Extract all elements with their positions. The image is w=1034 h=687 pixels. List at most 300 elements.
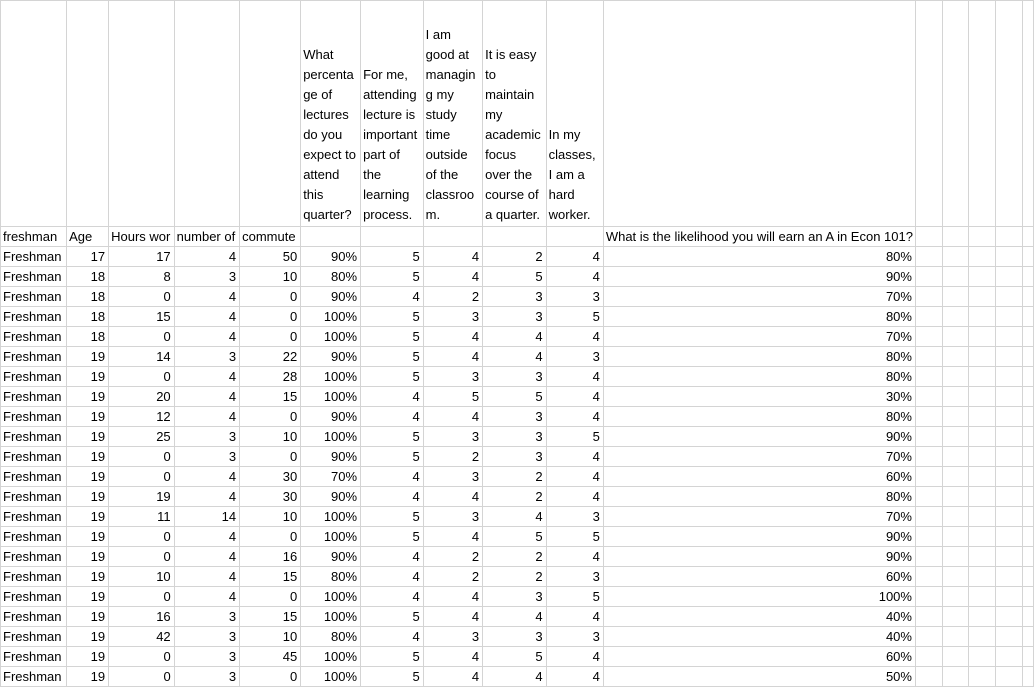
data-cell[interactable]: 60%: [603, 647, 915, 667]
data-cell[interactable]: Freshman: [1, 427, 67, 447]
data-cell[interactable]: 19: [67, 647, 109, 667]
cell-empty[interactable]: [1022, 507, 1033, 527]
data-cell[interactable]: 4: [546, 407, 603, 427]
cell-empty[interactable]: [942, 347, 969, 367]
data-cell[interactable]: 5: [483, 267, 547, 287]
cell-empty[interactable]: [942, 487, 969, 507]
data-cell[interactable]: 16: [109, 607, 175, 627]
cell-empty[interactable]: [996, 307, 1023, 327]
data-cell[interactable]: 100%: [301, 647, 361, 667]
cell-empty[interactable]: [969, 407, 996, 427]
cell-empty[interactable]: [996, 347, 1023, 367]
data-cell[interactable]: 70%: [603, 507, 915, 527]
data-cell[interactable]: 4: [483, 347, 547, 367]
data-cell[interactable]: 4: [423, 667, 482, 687]
data-cell[interactable]: 90%: [301, 447, 361, 467]
cell-empty[interactable]: [996, 647, 1023, 667]
data-cell[interactable]: 4: [361, 467, 424, 487]
cell-empty[interactable]: [942, 247, 969, 267]
data-cell[interactable]: 100%: [301, 387, 361, 407]
data-cell[interactable]: 3: [423, 307, 482, 327]
data-cell[interactable]: 5: [361, 427, 424, 447]
data-cell[interactable]: 3: [423, 507, 482, 527]
cell-empty[interactable]: [969, 667, 996, 687]
cell-empty[interactable]: [996, 267, 1023, 287]
cell-empty[interactable]: [546, 227, 603, 247]
data-cell[interactable]: 4: [174, 367, 239, 387]
cell-empty[interactable]: [996, 227, 1023, 247]
data-cell[interactable]: 3: [483, 407, 547, 427]
cell-empty[interactable]: [969, 607, 996, 627]
data-cell[interactable]: 3: [423, 627, 482, 647]
data-cell[interactable]: 10: [240, 267, 301, 287]
cell-empty[interactable]: [915, 307, 942, 327]
cell-empty[interactable]: [915, 567, 942, 587]
data-cell[interactable]: 4: [174, 307, 239, 327]
data-cell[interactable]: 5: [546, 307, 603, 327]
cell-header-empty[interactable]: [969, 1, 996, 227]
label-age[interactable]: Age: [67, 227, 109, 247]
data-cell[interactable]: 80%: [603, 367, 915, 387]
cell-empty[interactable]: [915, 607, 942, 627]
data-cell[interactable]: 5: [361, 507, 424, 527]
label-likelihood-a[interactable]: [603, 227, 915, 247]
data-cell[interactable]: 4: [174, 527, 239, 547]
data-cell[interactable]: 4: [546, 367, 603, 387]
cell-empty[interactable]: [969, 327, 996, 347]
data-cell[interactable]: 4: [361, 387, 424, 407]
data-cell[interactable]: 0: [240, 667, 301, 687]
data-cell[interactable]: 5: [423, 387, 482, 407]
data-cell[interactable]: 4: [546, 327, 603, 347]
data-cell[interactable]: 100%: [301, 327, 361, 347]
data-cell[interactable]: 5: [361, 607, 424, 627]
data-cell[interactable]: Freshman: [1, 307, 67, 327]
cell-empty[interactable]: [915, 667, 942, 687]
data-cell[interactable]: 3: [546, 627, 603, 647]
data-cell[interactable]: 22: [240, 347, 301, 367]
data-cell[interactable]: 90%: [603, 547, 915, 567]
data-cell[interactable]: 19: [67, 407, 109, 427]
data-cell[interactable]: 70%: [301, 467, 361, 487]
cell-empty[interactable]: [942, 667, 969, 687]
data-cell[interactable]: Freshman: [1, 247, 67, 267]
data-cell[interactable]: 0: [109, 587, 175, 607]
cell-empty[interactable]: [996, 447, 1023, 467]
data-cell[interactable]: 2: [483, 487, 547, 507]
cell-empty[interactable]: [301, 227, 361, 247]
cell-empty[interactable]: [915, 287, 942, 307]
data-cell[interactable]: Freshman: [1, 607, 67, 627]
cell-empty[interactable]: [942, 467, 969, 487]
cell-empty[interactable]: [969, 267, 996, 287]
cell-empty[interactable]: [1022, 447, 1033, 467]
data-cell[interactable]: Freshman: [1, 447, 67, 467]
data-cell[interactable]: 3: [174, 427, 239, 447]
cell-empty[interactable]: [1022, 607, 1033, 627]
cell-empty[interactable]: [1022, 467, 1033, 487]
data-cell[interactable]: 4: [546, 267, 603, 287]
data-cell[interactable]: 0: [109, 287, 175, 307]
data-cell[interactable]: 4: [361, 287, 424, 307]
data-cell[interactable]: 80%: [301, 627, 361, 647]
data-cell[interactable]: 4: [174, 247, 239, 267]
data-cell[interactable]: 15: [240, 387, 301, 407]
data-cell[interactable]: 4: [483, 607, 547, 627]
data-cell[interactable]: Freshman: [1, 487, 67, 507]
data-cell[interactable]: 100%: [301, 507, 361, 527]
cell-empty[interactable]: [942, 627, 969, 647]
data-cell[interactable]: Freshman: [1, 507, 67, 527]
data-cell[interactable]: 50: [240, 247, 301, 267]
cell-empty[interactable]: [483, 227, 547, 247]
cell-empty[interactable]: [915, 547, 942, 567]
data-cell[interactable]: Freshman: [1, 407, 67, 427]
cell-empty[interactable]: [915, 527, 942, 547]
cell-empty[interactable]: [996, 467, 1023, 487]
cell-empty[interactable]: [969, 487, 996, 507]
data-cell[interactable]: Freshman: [1, 547, 67, 567]
data-cell[interactable]: 4: [174, 487, 239, 507]
cell-empty[interactable]: [1022, 527, 1033, 547]
data-cell[interactable]: 4: [174, 567, 239, 587]
cell-empty[interactable]: [423, 227, 482, 247]
data-cell[interactable]: 4: [174, 287, 239, 307]
cell-header-empty[interactable]: [915, 1, 942, 227]
data-cell[interactable]: 0: [109, 447, 175, 467]
data-cell[interactable]: Freshman: [1, 267, 67, 287]
cell-header-empty[interactable]: [1, 1, 67, 227]
data-cell[interactable]: Freshman: [1, 647, 67, 667]
data-cell[interactable]: Freshman: [1, 587, 67, 607]
cell-header-empty[interactable]: [1022, 1, 1033, 227]
data-cell[interactable]: 30%: [603, 387, 915, 407]
data-cell[interactable]: 3: [174, 347, 239, 367]
data-cell[interactable]: 0: [240, 407, 301, 427]
data-cell[interactable]: 12: [109, 407, 175, 427]
cell-empty[interactable]: [969, 447, 996, 467]
data-cell[interactable]: 4: [174, 467, 239, 487]
cell-empty[interactable]: [969, 587, 996, 607]
data-cell[interactable]: 5: [546, 427, 603, 447]
data-cell[interactable]: 19: [67, 367, 109, 387]
data-cell[interactable]: 0: [109, 667, 175, 687]
data-cell[interactable]: 18: [67, 307, 109, 327]
data-cell[interactable]: 15: [109, 307, 175, 327]
cell-empty[interactable]: [942, 647, 969, 667]
data-cell[interactable]: 100%: [301, 307, 361, 327]
header-attendance-percent[interactable]: What percenta ge of lectures do you expect to attend this quarter?: [301, 1, 361, 227]
data-cell[interactable]: 19: [67, 547, 109, 567]
cell-header-empty[interactable]: [942, 1, 969, 227]
data-cell[interactable]: 2: [423, 287, 482, 307]
data-cell[interactable]: 80%: [603, 307, 915, 327]
data-cell[interactable]: Freshman: [1, 667, 67, 687]
cell-empty[interactable]: [969, 247, 996, 267]
cell-empty[interactable]: [942, 307, 969, 327]
data-cell[interactable]: 42: [109, 627, 175, 647]
data-cell[interactable]: Freshman: [1, 627, 67, 647]
label-freshman[interactable]: freshman: [1, 227, 67, 247]
data-cell[interactable]: 4: [423, 587, 482, 607]
data-cell[interactable]: 3: [174, 447, 239, 467]
cell-empty[interactable]: [969, 647, 996, 667]
data-cell[interactable]: 2: [423, 447, 482, 467]
label-hours-worked[interactable]: Hours wor: [109, 227, 175, 247]
data-cell[interactable]: 4: [174, 387, 239, 407]
cell-empty[interactable]: [1022, 627, 1033, 647]
cell-header-empty[interactable]: [174, 1, 239, 227]
cell-empty[interactable]: [996, 527, 1023, 547]
data-cell[interactable]: 3: [483, 627, 547, 647]
data-cell[interactable]: 4: [423, 407, 482, 427]
data-cell[interactable]: 90%: [301, 247, 361, 267]
data-cell[interactable]: 4: [546, 487, 603, 507]
cell-empty[interactable]: [1022, 547, 1033, 567]
data-cell[interactable]: 3: [174, 607, 239, 627]
data-cell[interactable]: 3: [546, 567, 603, 587]
data-cell[interactable]: 17: [67, 247, 109, 267]
data-cell[interactable]: 90%: [301, 347, 361, 367]
cell-empty[interactable]: [996, 327, 1023, 347]
data-cell[interactable]: 80%: [603, 347, 915, 367]
data-cell[interactable]: 19: [67, 587, 109, 607]
data-cell[interactable]: 19: [67, 607, 109, 627]
data-cell[interactable]: 19: [67, 507, 109, 527]
cell-empty[interactable]: [1022, 567, 1033, 587]
data-cell[interactable]: 90%: [603, 427, 915, 447]
cell-empty[interactable]: [1022, 327, 1033, 347]
data-cell[interactable]: 10: [240, 627, 301, 647]
header-hard-worker[interactable]: In my classes, I am a hard worker.: [546, 1, 603, 227]
data-cell[interactable]: 90%: [301, 487, 361, 507]
data-cell[interactable]: 5: [361, 267, 424, 287]
cell-empty[interactable]: [1022, 407, 1033, 427]
data-cell[interactable]: 4: [361, 587, 424, 607]
data-cell[interactable]: 2: [483, 467, 547, 487]
cell-empty[interactable]: [915, 247, 942, 267]
cell-empty[interactable]: [996, 247, 1023, 267]
cell-empty[interactable]: [915, 407, 942, 427]
cell-empty[interactable]: [942, 407, 969, 427]
label-number-of[interactable]: number of: [174, 227, 239, 247]
cell-header-empty[interactable]: [67, 1, 109, 227]
cell-empty[interactable]: [915, 627, 942, 647]
cell-empty[interactable]: [996, 627, 1023, 647]
cell-empty[interactable]: [942, 507, 969, 527]
data-cell[interactable]: 5: [361, 367, 424, 387]
data-cell[interactable]: 0: [109, 647, 175, 667]
cell-empty[interactable]: [969, 627, 996, 647]
cell-empty[interactable]: [969, 467, 996, 487]
data-cell[interactable]: 70%: [603, 327, 915, 347]
data-cell[interactable]: 15: [240, 607, 301, 627]
cell-empty[interactable]: [915, 267, 942, 287]
data-cell[interactable]: 5: [546, 587, 603, 607]
data-cell[interactable]: 4: [174, 327, 239, 347]
data-cell[interactable]: 4: [546, 607, 603, 627]
data-cell[interactable]: 10: [240, 507, 301, 527]
data-cell[interactable]: 45: [240, 647, 301, 667]
data-cell[interactable]: 5: [483, 527, 547, 547]
data-cell[interactable]: Freshman: [1, 467, 67, 487]
data-cell[interactable]: 19: [109, 487, 175, 507]
cell-empty[interactable]: [942, 567, 969, 587]
data-cell[interactable]: 4: [174, 407, 239, 427]
data-cell[interactable]: 60%: [603, 567, 915, 587]
cell-empty[interactable]: [1022, 647, 1033, 667]
data-cell[interactable]: 3: [423, 367, 482, 387]
data-cell[interactable]: Freshman: [1, 387, 67, 407]
data-cell[interactable]: 2: [423, 547, 482, 567]
cell-empty[interactable]: [996, 667, 1023, 687]
data-cell[interactable]: 10: [109, 567, 175, 587]
data-cell[interactable]: 3: [423, 467, 482, 487]
data-cell[interactable]: 50%: [603, 667, 915, 687]
data-cell[interactable]: 5: [361, 647, 424, 667]
data-cell[interactable]: 14: [174, 507, 239, 527]
cell-empty[interactable]: [942, 547, 969, 567]
data-cell[interactable]: 4: [546, 447, 603, 467]
data-cell[interactable]: 5: [483, 647, 547, 667]
data-cell[interactable]: 3: [483, 287, 547, 307]
cell-empty[interactable]: [915, 487, 942, 507]
data-cell[interactable]: 5: [361, 327, 424, 347]
data-cell[interactable]: 11: [109, 507, 175, 527]
data-cell[interactable]: 3: [483, 367, 547, 387]
cell-empty[interactable]: [996, 287, 1023, 307]
cell-empty[interactable]: [996, 547, 1023, 567]
data-cell[interactable]: 3: [546, 507, 603, 527]
cell-empty[interactable]: [969, 367, 996, 387]
cell-empty[interactable]: [996, 407, 1023, 427]
cell-empty[interactable]: [1022, 387, 1033, 407]
data-cell[interactable]: 19: [67, 467, 109, 487]
cell-empty[interactable]: [969, 347, 996, 367]
data-cell[interactable]: 19: [67, 347, 109, 367]
data-cell[interactable]: 19: [67, 567, 109, 587]
data-cell[interactable]: 4: [483, 667, 547, 687]
data-cell[interactable]: 4: [483, 507, 547, 527]
data-cell[interactable]: Freshman: [1, 287, 67, 307]
data-cell[interactable]: 90%: [603, 527, 915, 547]
data-cell[interactable]: 60%: [603, 467, 915, 487]
data-cell[interactable]: 4: [423, 247, 482, 267]
data-cell[interactable]: 4: [361, 547, 424, 567]
data-cell[interactable]: 19: [67, 627, 109, 647]
data-cell[interactable]: 4: [546, 387, 603, 407]
data-cell[interactable]: 5: [483, 387, 547, 407]
data-cell[interactable]: 5: [361, 247, 424, 267]
cell-empty[interactable]: [915, 507, 942, 527]
data-cell[interactable]: 3: [174, 667, 239, 687]
data-cell[interactable]: 0: [109, 327, 175, 347]
data-cell[interactable]: 4: [423, 327, 482, 347]
data-cell[interactable]: 17: [109, 247, 175, 267]
cell-empty[interactable]: [969, 547, 996, 567]
data-cell[interactable]: 4: [361, 407, 424, 427]
header-lecture-importance[interactable]: For me, attending lecture is important part of the learning process.: [361, 1, 424, 227]
data-cell[interactable]: 5: [361, 527, 424, 547]
data-cell[interactable]: 100%: [301, 607, 361, 627]
data-cell[interactable]: 0: [109, 527, 175, 547]
cell-header-empty[interactable]: [240, 1, 301, 227]
data-cell[interactable]: 10: [240, 427, 301, 447]
data-cell[interactable]: 4: [423, 347, 482, 367]
data-cell[interactable]: 5: [361, 307, 424, 327]
data-cell[interactable]: 4: [361, 627, 424, 647]
header-time-management[interactable]: I am good at managin g my study time outside of the classroo m.: [423, 1, 482, 227]
cell-empty[interactable]: [1022, 267, 1033, 287]
data-cell[interactable]: 3: [546, 347, 603, 367]
data-cell[interactable]: 100%: [301, 367, 361, 387]
cell-empty[interactable]: [969, 387, 996, 407]
data-cell[interactable]: 19: [67, 387, 109, 407]
data-cell[interactable]: 16: [240, 547, 301, 567]
data-cell[interactable]: 3: [546, 287, 603, 307]
data-cell[interactable]: 4: [546, 247, 603, 267]
cell-empty[interactable]: [969, 427, 996, 447]
data-cell[interactable]: Freshman: [1, 327, 67, 347]
cell-empty[interactable]: [969, 287, 996, 307]
data-cell[interactable]: 90%: [301, 547, 361, 567]
data-cell[interactable]: 15: [240, 567, 301, 587]
data-cell[interactable]: 4: [174, 587, 239, 607]
data-cell[interactable]: 2: [483, 567, 547, 587]
data-cell[interactable]: 18: [67, 327, 109, 347]
cell-empty[interactable]: [361, 227, 424, 247]
cell-header-empty[interactable]: [996, 1, 1023, 227]
data-cell[interactable]: 80%: [603, 487, 915, 507]
cell-empty[interactable]: [996, 507, 1023, 527]
data-cell[interactable]: 2: [483, 547, 547, 567]
data-cell[interactable]: 20: [109, 387, 175, 407]
data-cell[interactable]: 5: [361, 447, 424, 467]
cell-empty[interactable]: [996, 567, 1023, 587]
cell-empty[interactable]: [969, 227, 996, 247]
data-cell[interactable]: 0: [109, 547, 175, 567]
cell-empty[interactable]: [942, 227, 969, 247]
cell-empty[interactable]: [915, 387, 942, 407]
data-cell[interactable]: 40%: [603, 607, 915, 627]
data-cell[interactable]: 100%: [301, 427, 361, 447]
cell-empty[interactable]: [1022, 487, 1033, 507]
cell-empty[interactable]: [915, 447, 942, 467]
cell-empty[interactable]: [915, 327, 942, 347]
data-cell[interactable]: 100%: [603, 587, 915, 607]
cell-empty[interactable]: [942, 267, 969, 287]
data-cell[interactable]: 0: [240, 587, 301, 607]
data-cell[interactable]: Freshman: [1, 527, 67, 547]
data-cell[interactable]: 0: [240, 287, 301, 307]
data-cell[interactable]: 90%: [603, 267, 915, 287]
data-cell[interactable]: 3: [423, 427, 482, 447]
cell-empty[interactable]: [915, 347, 942, 367]
data-cell[interactable]: 0: [109, 467, 175, 487]
cell-empty[interactable]: [942, 607, 969, 627]
data-cell[interactable]: 3: [174, 267, 239, 287]
data-cell[interactable]: 19: [67, 527, 109, 547]
data-cell[interactable]: 19: [67, 447, 109, 467]
cell-empty[interactable]: [915, 227, 942, 247]
data-cell[interactable]: 4: [423, 647, 482, 667]
data-cell[interactable]: 4: [423, 487, 482, 507]
data-cell[interactable]: 70%: [603, 287, 915, 307]
data-cell[interactable]: 3: [483, 447, 547, 467]
cell-empty[interactable]: [942, 367, 969, 387]
data-cell[interactable]: 18: [67, 287, 109, 307]
data-cell[interactable]: 19: [67, 487, 109, 507]
